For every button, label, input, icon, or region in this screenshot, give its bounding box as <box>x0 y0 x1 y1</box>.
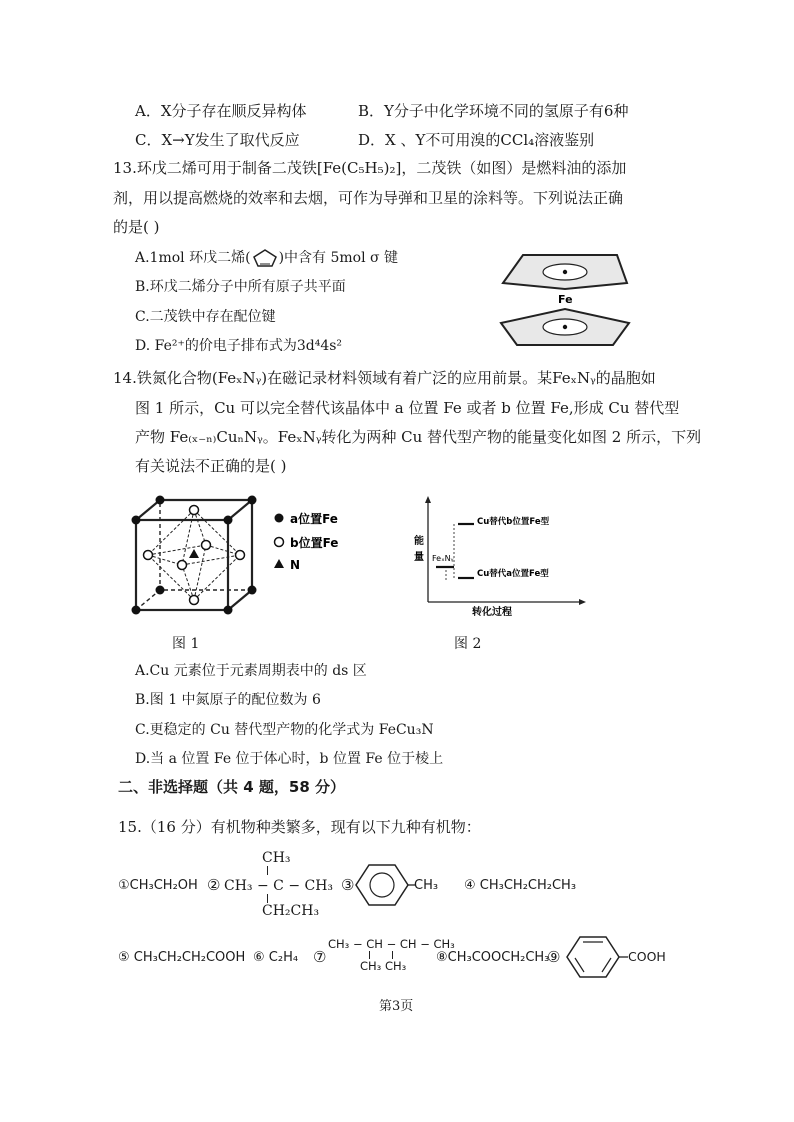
q13-stem-line2: 剂，用以提高燃烧的效率和去烟，可作为导弹和卫星的涂料等。下列说法正确 <box>113 189 624 207</box>
fig2-high-label: Cu替代b位置Fe型 <box>477 517 550 527</box>
section-2-title: 二、非选择题（共 4 题，58 分） <box>118 778 345 796</box>
q12-option-a: A．X分子存在顺反异构体 <box>135 102 307 120</box>
benzoic-acid-ring-icon <box>566 934 628 980</box>
fig2-low-label: Cu替代a位置Fe型 <box>477 569 549 579</box>
compound-2-bottom: CH₂CH₃ <box>262 903 320 919</box>
compound-4: ④ CH₃CH₂CH₂CH₃ <box>464 878 577 893</box>
q13-option-d: D. Fe²⁺的价电子排布式为3d⁴4s² <box>135 338 343 354</box>
q13-option-a-post: )中含有 5mol σ 键 <box>278 250 399 266</box>
q13-option-a <box>135 248 398 268</box>
q15-stem: 15.（16 分）有机物种类繁多，现有以下九种有机物： <box>118 818 481 836</box>
ferrocene-fe-label: Fe <box>558 293 573 306</box>
q14-option-d: D.当 a 位置 Fe 位于体心时，b 位置 Fe 位于棱上 <box>135 751 444 767</box>
compound-7-main: CH₃ − CH − CH − CH₃ <box>328 937 455 951</box>
fig2-ylabel-2: 量 <box>414 552 424 563</box>
page-number: 第3页 <box>379 999 414 1014</box>
q14-stem-line1: 14.铁氮化合物(FeₓNᵧ)在磁记录材料领域有着广泛的应用前景。某FeₓNᵧ的晶胞如 <box>113 369 656 387</box>
legend-n-label: N <box>290 558 301 572</box>
q13-option-c: C.二茂铁中存在配位键 <box>135 309 276 325</box>
figure-1-unit-cell <box>128 492 378 622</box>
fig2-start-label: FeₓNᵧ <box>432 554 454 563</box>
q13-option-a-pre: A.1mol 环戊二烯( <box>135 250 251 266</box>
compound-7-number: ⑦ <box>313 948 327 966</box>
q13-stem-line1: 13.环戊二烯可用于制备二茂铁[Fe(C₅H₅)₂]，二茂铁（如图）是燃料油的添加 <box>113 159 627 177</box>
compound-3-number: ③ <box>341 876 355 894</box>
compound-1: ①CH₃CH₂OH <box>118 878 198 893</box>
q14-stem-line4: 有关说法不正确的是( ) <box>135 457 287 475</box>
toluene-benzene-ring-icon <box>355 862 415 908</box>
fig2-ylabel-1: 能 <box>414 536 424 547</box>
cyclopentadiene-icon <box>251 248 279 268</box>
q14-option-b: B.图 1 中氮原子的配位数为 6 <box>135 692 321 708</box>
fig2-xlabel: 转化过程 <box>472 607 512 616</box>
q12-option-b: B．Y分子中化学环境不同的氢原子有6种 <box>358 102 629 120</box>
compound-5: ⑤ CH₃CH₂CH₂COOH <box>118 950 246 965</box>
compound-9-number: ⑨ <box>547 948 561 966</box>
ferrocene-figure <box>495 243 635 355</box>
legend-a-label: a位置Fe <box>290 512 338 526</box>
compound-2-number: ② <box>207 876 221 894</box>
q12-option-c: C．X→Y发生了取代反应 <box>135 131 300 149</box>
q12-option-d: D．X 、Y不可用溴的CCl₄溶液鉴别 <box>358 131 595 149</box>
figure-2-caption: 图 2 <box>454 636 482 652</box>
q14-stem-line3: 产物 Fe₍ₓ₋ₙ₎CuₙNᵧ。FeₓNᵧ转化为两种 Cu 替代型产物的能量变化如图 2 所示，下列 <box>135 428 702 446</box>
compound-2-main: CH₃ − C − CH₃ <box>224 878 334 894</box>
figure-2-energy-diagram <box>410 494 590 616</box>
compound-6: ⑥ C₂H₄ <box>253 950 299 965</box>
compound-8: ⑧CH₃COOCH₂CH₃ <box>436 950 550 965</box>
figure-1-caption: 图 1 <box>172 636 200 652</box>
compound-2-top: CH₃ <box>262 850 291 866</box>
compound-7-substituents: CH₃ CH₃ <box>360 959 407 973</box>
legend-b-label: b位置Fe <box>290 536 339 550</box>
compound-9-substituent: COOH <box>628 949 666 964</box>
q14-stem-line2: 图 1 所示，Cu 可以完全替代该晶体中 a 位置 Fe 或者 b 位置 Fe,形成 Cu 替代型 <box>135 399 680 417</box>
q14-option-c: C.更稳定的 Cu 替代型产物的化学式为 FeCu₃N <box>135 722 434 738</box>
compound-3-substituent: CH₃ <box>414 878 439 893</box>
q13-option-b: B.环戊二烯分子中所有原子共平面 <box>135 279 346 295</box>
q13-stem-line3: 的是( ) <box>113 218 160 236</box>
q14-option-a: A.Cu 元素位于元素周期表中的 ds 区 <box>135 663 367 679</box>
